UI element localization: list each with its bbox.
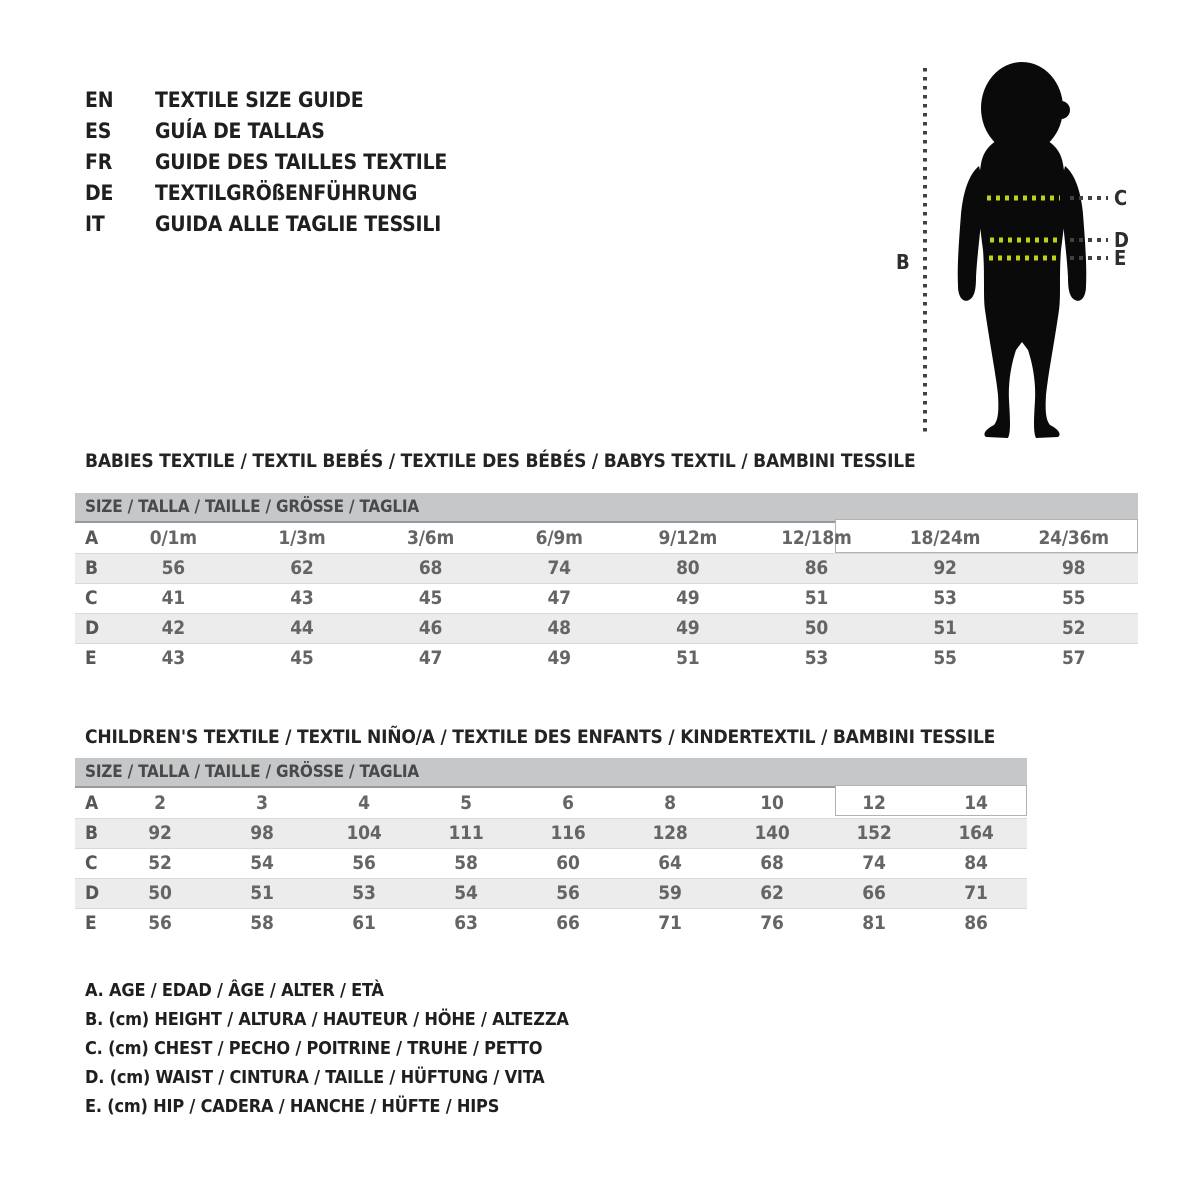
size-cell: 68: [366, 553, 495, 583]
size-cell: 10: [760, 791, 784, 814]
lang-label: GUÍA DE TALLAS: [155, 118, 325, 143]
size-cell: 56: [313, 848, 415, 878]
size-cell: 53: [313, 878, 415, 908]
size-cell: 6: [562, 791, 574, 814]
lang-code: DE: [85, 180, 114, 205]
babies-size-table: [75, 493, 1138, 673]
size-cell: 53: [752, 643, 881, 673]
children-section-title: CHILDREN'S TEXTILE / TEXTIL NIÑO/A / TEXTILE DES ENFANTS / KINDERTEXTIL / BAMBINI TESSILE: [85, 726, 996, 748]
size-cell: 45: [238, 643, 367, 673]
size-cell: 71: [619, 908, 721, 938]
row-label: B: [75, 553, 109, 583]
chest-label: C: [1114, 186, 1128, 210]
size-cell: 59: [619, 878, 721, 908]
size-header-row: SIZE / TALLA / TAILLE / GRÖSSE / TAGLIA: [75, 758, 1027, 788]
size-cell: 47: [366, 643, 495, 673]
size-cell: 12/18m: [781, 526, 852, 549]
lang-code: IT: [85, 211, 105, 236]
size-cell: 60: [517, 848, 619, 878]
size-cell: 52: [109, 848, 211, 878]
size-cell: 64: [619, 848, 721, 878]
size-cell: 46: [366, 613, 495, 643]
size-cell: 98: [1009, 553, 1138, 583]
lang-label: GUIDA ALLE TAGLIE TESSILI: [155, 211, 442, 236]
size-cell: 52: [1009, 613, 1138, 643]
table-row: [75, 908, 1027, 938]
size-cell: 116: [517, 818, 619, 848]
lang-label: GUIDE DES TAILLES TEXTILE: [155, 149, 448, 174]
size-cell: 51: [881, 613, 1010, 643]
size-cell: 111: [415, 818, 517, 848]
language-title-block: [85, 84, 447, 239]
size-cell: 18/24m: [909, 526, 981, 549]
babies-section-title: BABIES TEXTILE / TEXTIL BEBÉS / TEXTILE DES BÉBÉS / BABYS TEXTIL / BAMBINI TESSILE: [85, 450, 916, 472]
size-cell: 62: [721, 878, 823, 908]
lang-label: TEXTILE SIZE GUIDE: [155, 87, 364, 112]
size-cell: 3/6m: [407, 526, 455, 549]
size-cell: 61: [313, 908, 415, 938]
lang-code: ES: [85, 118, 112, 143]
row-label: A: [85, 526, 99, 549]
size-cell: 80: [624, 553, 753, 583]
size-cell: 53: [881, 583, 1010, 613]
size-cell: 51: [211, 878, 313, 908]
size-cell: 0/1m: [149, 526, 197, 549]
table-row: [75, 788, 1027, 818]
size-cell: 43: [109, 643, 238, 673]
child-silhouette-svg: [890, 50, 1170, 450]
size-cell: 84: [925, 848, 1027, 878]
row-label: D: [75, 878, 109, 908]
table-row: [75, 818, 1027, 848]
table-row: [75, 848, 1027, 878]
measurement-legend: [85, 976, 569, 1121]
size-cell: 12: [862, 791, 886, 814]
babies-table-grid: [75, 523, 1138, 673]
lang-row-it: [85, 208, 447, 239]
size-cell: 56: [109, 553, 238, 583]
lang-code: FR: [85, 149, 113, 174]
size-cell: 55: [1009, 583, 1138, 613]
size-cell: 41: [109, 583, 238, 613]
size-cell: 98: [211, 818, 313, 848]
size-cell: 58: [415, 848, 517, 878]
size-cell: 2: [154, 791, 166, 814]
size-cell: 58: [211, 908, 313, 938]
size-cell: 51: [624, 643, 753, 673]
row-label: C: [75, 848, 109, 878]
row-label: E: [75, 908, 109, 938]
size-cell: 51: [752, 583, 881, 613]
lang-row-fr: [85, 146, 447, 177]
size-cell: 86: [925, 908, 1027, 938]
children-table-grid: [75, 788, 1027, 938]
table-row: [75, 553, 1138, 583]
lang-row-de: [85, 177, 447, 208]
row-label: A: [85, 791, 99, 814]
legend-line-hip: E. (cm) HIP / CADERA / HANCHE / HÜFTE / HIPS: [85, 1096, 500, 1117]
size-cell: 74: [823, 848, 925, 878]
size-cell: 48: [495, 613, 624, 643]
size-cell: 56: [517, 878, 619, 908]
size-cell: 57: [1009, 643, 1138, 673]
table-row: [75, 613, 1138, 643]
table-row: [75, 643, 1138, 673]
size-cell: 104: [313, 818, 415, 848]
size-cell: 3: [256, 791, 268, 814]
size-cell: 4: [358, 791, 370, 814]
child-silhouette: [958, 62, 1087, 438]
size-cell: 44: [238, 613, 367, 643]
size-header-row: SIZE / TALLA / TAILLE / GRÖSSE / TAGLIA: [75, 493, 1138, 523]
size-cell: 63: [415, 908, 517, 938]
children-size-table: [75, 758, 1027, 938]
size-cell: 5: [460, 791, 472, 814]
row-label: B: [75, 818, 109, 848]
size-cell: 45: [366, 583, 495, 613]
size-cell: 86: [752, 553, 881, 583]
size-cell: 152: [823, 818, 925, 848]
row-label: C: [75, 583, 109, 613]
size-cell: 47: [495, 583, 624, 613]
row-label: E: [75, 643, 109, 673]
size-cell: 24/36m: [1038, 526, 1109, 549]
legend-line-waist: D. (cm) WAIST / CINTURA / TAILLE / HÜFTUNG / VITA: [85, 1067, 545, 1088]
table-row: [75, 523, 1138, 553]
size-cell: 14: [964, 791, 988, 814]
size-cell: 81: [823, 908, 925, 938]
size-cell: 74: [495, 553, 624, 583]
size-cell: 55: [881, 643, 1010, 673]
size-cell: 54: [211, 848, 313, 878]
size-cell: 92: [881, 553, 1010, 583]
size-cell: 50: [752, 613, 881, 643]
size-cell: 62: [238, 553, 367, 583]
size-cell: 66: [517, 908, 619, 938]
lang-code: EN: [85, 87, 114, 112]
size-cell: 8: [664, 791, 676, 814]
hip-label: E: [1114, 246, 1127, 270]
size-cell: 49: [624, 613, 753, 643]
size-cell: 128: [619, 818, 721, 848]
waist-label: D: [1114, 228, 1129, 252]
size-cell: 49: [495, 643, 624, 673]
legend-line-chest: C. (cm) CHEST / PECHO / POITRINE / TRUHE / PETTO: [85, 1038, 543, 1059]
size-cell: 68: [721, 848, 823, 878]
height-label: B: [896, 250, 910, 274]
size-cell: 54: [415, 878, 517, 908]
size-cell: 6/9m: [535, 526, 583, 549]
table-row: [75, 583, 1138, 613]
size-cell: 49: [624, 583, 753, 613]
size-cell: 71: [925, 878, 1027, 908]
legend-line-age: A. AGE / EDAD / ÂGE / ALTER / ETÀ: [85, 980, 384, 1001]
lang-row-es: [85, 115, 447, 146]
lang-label: TEXTILGRÖßENFÜHRUNG: [155, 180, 418, 205]
lang-row-en: [85, 84, 447, 115]
size-cell: 50: [109, 878, 211, 908]
size-cell: 66: [823, 878, 925, 908]
size-cell: 42: [109, 613, 238, 643]
size-cell: 76: [721, 908, 823, 938]
size-cell: 164: [925, 818, 1027, 848]
size-cell: 1/3m: [278, 526, 326, 549]
size-cell: 56: [109, 908, 211, 938]
size-cell: 43: [238, 583, 367, 613]
legend-line-height: B. (cm) HEIGHT / ALTURA / HAUTEUR / HÖHE / ALTEZZA: [85, 1009, 569, 1030]
size-cell: 140: [721, 818, 823, 848]
size-cell: 92: [109, 818, 211, 848]
row-label: D: [75, 613, 109, 643]
measurement-figure: [890, 50, 1170, 450]
size-cell: 9/12m: [658, 526, 718, 549]
table-row: [75, 878, 1027, 908]
